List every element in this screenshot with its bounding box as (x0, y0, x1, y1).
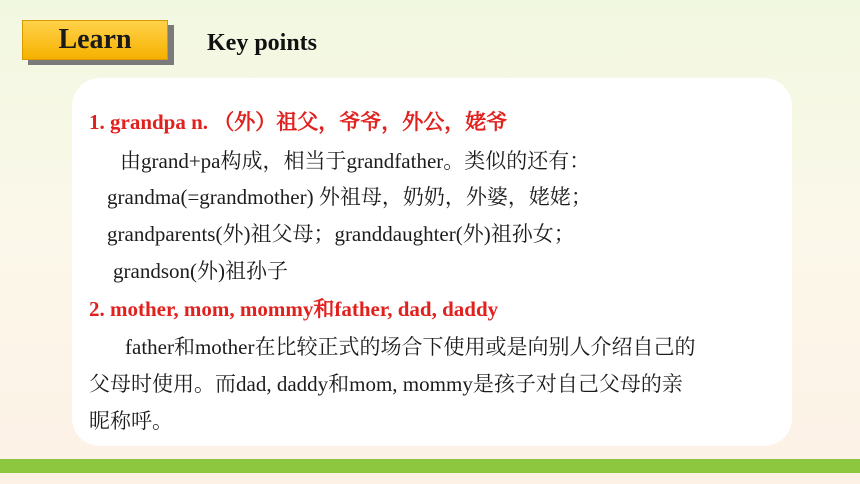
point-1-grandparents: grandparents(外)祖父母；granddaughter(外)祖孙女； (107, 222, 575, 246)
bottom-bar (0, 459, 860, 473)
learn-badge: Learn (22, 20, 168, 60)
point-1-heading: 1. grandpa n. （外）祖父，爷爷，外公，姥爷 (89, 110, 508, 134)
content-card (72, 78, 792, 446)
point-2-line-1: father和mother在比较正式的场合下使用或是向别人介绍自己的 (125, 335, 696, 359)
point-2-heading: 2. mother, mom, mommy和father, dad, daddy (89, 297, 499, 321)
point-1-grandma: grandma(=grandmother) 外祖母，奶奶，外婆，姥姥； (107, 185, 592, 209)
point-1-description: 由grand+pa构成，相当于grandfather。类似的还有： (120, 149, 591, 173)
point-2-line-3: 昵称呼。 (89, 409, 173, 433)
point-2-line-2: 父母时使用。而dad, daddy和mom, mommy是孩子对自己父母的亲 (89, 372, 683, 396)
point-1-grandson: grandson(外)祖孙子 (113, 259, 288, 283)
section-title: Key points (207, 30, 318, 56)
